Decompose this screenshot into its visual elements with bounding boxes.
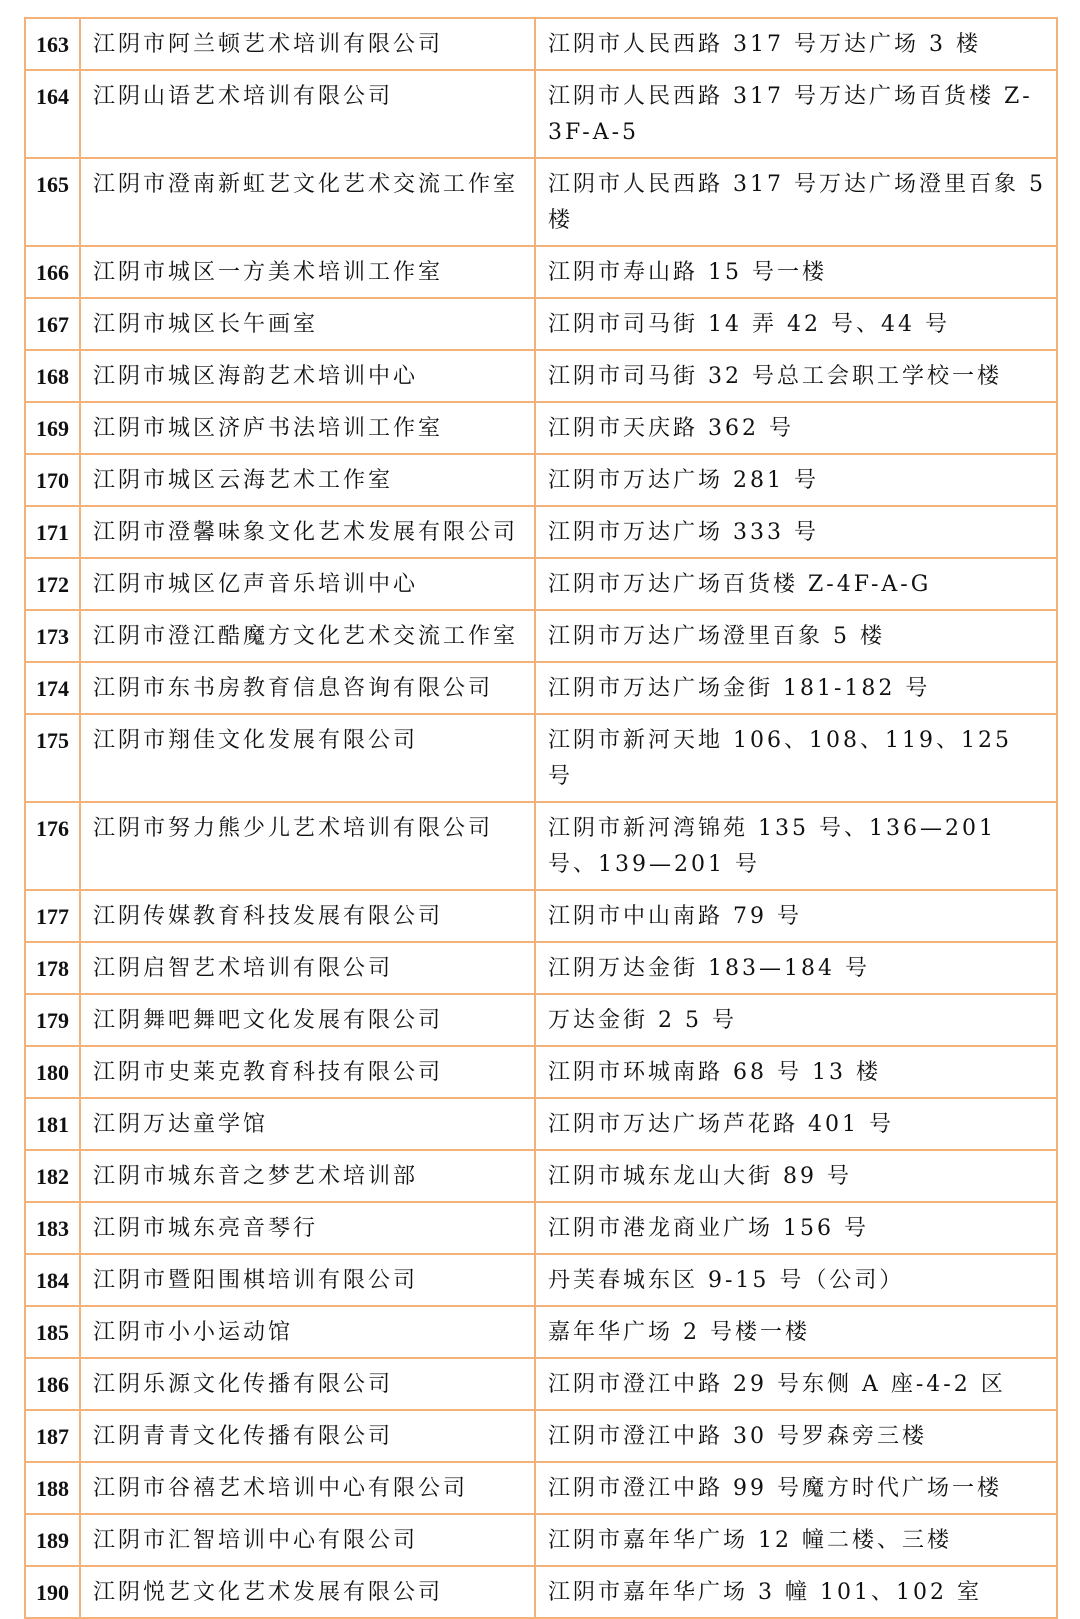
institution-name: 江阴市城区济庐书法培训工作室	[80, 402, 535, 454]
institution-name: 江阴市城区一方美术培训工作室	[80, 246, 535, 298]
table-row	[25, 70, 1057, 158]
row-number: 183	[25, 1202, 80, 1254]
row-number: 181	[25, 1098, 80, 1150]
row-number: 165	[25, 158, 80, 246]
row-number: 169	[25, 402, 80, 454]
institution-address: 江阴市港龙商业广场 156 号	[535, 1202, 1057, 1254]
institution-name: 江阴悦艺文化艺术发展有限公司	[80, 1566, 535, 1618]
row-number: 187	[25, 1410, 80, 1462]
table-row	[25, 18, 1057, 70]
row-number: 171	[25, 506, 80, 558]
institution-address: 江阴市万达广场 281 号	[535, 454, 1057, 506]
institution-name: 江阴市翔佳文化发展有限公司	[80, 714, 535, 802]
row-number: 170	[25, 454, 80, 506]
institution-name: 江阴市谷禧艺术培训中心有限公司	[80, 1462, 535, 1514]
institution-address: 江阴市司马街 32 号总工会职工学校一楼	[535, 350, 1057, 402]
institution-name: 江阴青青文化传播有限公司	[80, 1410, 535, 1462]
row-number: 176	[25, 802, 80, 890]
institution-address: 江阴市城东龙山大街 89 号	[535, 1150, 1057, 1202]
row-number: 166	[25, 246, 80, 298]
table-row	[25, 558, 1057, 610]
institution-name: 江阴市澄馨味象文化艺术发展有限公司	[80, 506, 535, 558]
institution-name: 江阴市史莱克教育科技有限公司	[80, 1046, 535, 1098]
row-number: 163	[25, 18, 80, 70]
institution-address: 江阴万达金街 183—184 号	[535, 942, 1057, 994]
table-row	[25, 1462, 1057, 1514]
table-row	[25, 1202, 1057, 1254]
institution-name: 江阴舞吧舞吧文化发展有限公司	[80, 994, 535, 1046]
table-row	[25, 246, 1057, 298]
institution-name: 江阴市城区云海艺术工作室	[80, 454, 535, 506]
table-row	[25, 350, 1057, 402]
institution-address: 江阴市天庆路 362 号	[535, 402, 1057, 454]
institution-name: 江阴乐源文化传播有限公司	[80, 1358, 535, 1410]
table-row	[25, 890, 1057, 942]
institution-address: 江阴市万达广场 333 号	[535, 506, 1057, 558]
row-number: 172	[25, 558, 80, 610]
institution-table	[24, 17, 1058, 1619]
table-row	[25, 714, 1057, 802]
table-row	[25, 506, 1057, 558]
institution-name: 江阴市努力熊少儿艺术培训有限公司	[80, 802, 535, 890]
row-number: 184	[25, 1254, 80, 1306]
row-number: 186	[25, 1358, 80, 1410]
table-row	[25, 454, 1057, 506]
table-row	[25, 1098, 1057, 1150]
institution-address: 江阴市嘉年华广场 12 幢二楼、三楼	[535, 1514, 1057, 1566]
institution-name: 江阴市阿兰顿艺术培训有限公司	[80, 18, 535, 70]
table-row	[25, 402, 1057, 454]
row-number: 168	[25, 350, 80, 402]
row-number: 177	[25, 890, 80, 942]
table-row	[25, 1358, 1057, 1410]
institution-address: 江阴市澄江中路 99 号魔方时代广场一楼	[535, 1462, 1057, 1514]
row-number: 179	[25, 994, 80, 1046]
institution-address: 江阴市新河天地 106、108、119、125 号	[535, 714, 1057, 802]
institution-name: 江阴市城东音之梦艺术培训部	[80, 1150, 535, 1202]
row-number: 185	[25, 1306, 80, 1358]
institution-address: 江阴市中山南路 79 号	[535, 890, 1057, 942]
institution-address: 万达金街 2 5 号	[535, 994, 1057, 1046]
institution-address: 江阴市寿山路 15 号一楼	[535, 246, 1057, 298]
table-row	[25, 158, 1057, 246]
table-row	[25, 1150, 1057, 1202]
institution-name: 江阴万达童学馆	[80, 1098, 535, 1150]
table-row	[25, 942, 1057, 994]
institution-address: 江阴市万达广场芦花路 401 号	[535, 1098, 1057, 1150]
table-row	[25, 1566, 1057, 1618]
table-body	[25, 18, 1057, 1618]
table-row	[25, 1254, 1057, 1306]
institution-address: 江阴市新河湾锦苑 135 号、136—201 号、139—201 号	[535, 802, 1057, 890]
table-row	[25, 610, 1057, 662]
institution-address: 江阴市人民西路 317 号万达广场澄里百象 5 楼	[535, 158, 1057, 246]
institution-address: 丹芙春城东区 9-15 号（公司）	[535, 1254, 1057, 1306]
institution-name: 江阴市东书房教育信息咨询有限公司	[80, 662, 535, 714]
institution-name: 江阴启智艺术培训有限公司	[80, 942, 535, 994]
institution-name: 江阴市澄江酷魔方文化艺术交流工作室	[80, 610, 535, 662]
institution-address: 江阴市人民西路 317 号万达广场 3 楼	[535, 18, 1057, 70]
institution-name: 江阴市城区海韵艺术培训中心	[80, 350, 535, 402]
institution-address: 江阴市万达广场金街 181-182 号	[535, 662, 1057, 714]
row-number: 164	[25, 70, 80, 158]
institution-address: 江阴市司马街 14 弄 42 号、44 号	[535, 298, 1057, 350]
institution-address: 江阴市澄江中路 29 号东侧 A 座-4-2 区	[535, 1358, 1057, 1410]
institution-name: 江阴市城区长午画室	[80, 298, 535, 350]
row-number: 189	[25, 1514, 80, 1566]
row-number: 182	[25, 1150, 80, 1202]
institution-name: 江阴山语艺术培训有限公司	[80, 70, 535, 158]
institution-address: 嘉年华广场 2 号楼一楼	[535, 1306, 1057, 1358]
row-number: 167	[25, 298, 80, 350]
institution-name: 江阴传媒教育科技发展有限公司	[80, 890, 535, 942]
row-number: 180	[25, 1046, 80, 1098]
row-number: 188	[25, 1462, 80, 1514]
institution-name: 江阴市城东亮音琴行	[80, 1202, 535, 1254]
table-row	[25, 1046, 1057, 1098]
institution-name: 江阴市城区亿声音乐培训中心	[80, 558, 535, 610]
institution-address: 江阴市万达广场澄里百象 5 楼	[535, 610, 1057, 662]
table-row	[25, 994, 1057, 1046]
row-number: 190	[25, 1566, 80, 1618]
table-row	[25, 662, 1057, 714]
institution-address: 江阴市人民西路 317 号万达广场百货楼 Z-3F-A-5	[535, 70, 1057, 158]
row-number: 175	[25, 714, 80, 802]
institution-name: 江阴市暨阳围棋培训有限公司	[80, 1254, 535, 1306]
institution-name: 江阴市汇智培训中心有限公司	[80, 1514, 535, 1566]
table-row	[25, 298, 1057, 350]
institution-name: 江阴市小小运动馆	[80, 1306, 535, 1358]
institution-name: 江阴市澄南新虹艺文化艺术交流工作室	[80, 158, 535, 246]
table-row	[25, 1514, 1057, 1566]
institution-address: 江阴市环城南路 68 号 13 楼	[535, 1046, 1057, 1098]
table-row	[25, 1306, 1057, 1358]
row-number: 174	[25, 662, 80, 714]
institution-address: 江阴市澄江中路 30 号罗森旁三楼	[535, 1410, 1057, 1462]
table-row	[25, 1410, 1057, 1462]
institution-address: 江阴市嘉年华广场 3 幢 101、102 室	[535, 1566, 1057, 1618]
row-number: 173	[25, 610, 80, 662]
table-row	[25, 802, 1057, 890]
row-number: 178	[25, 942, 80, 994]
institution-address: 江阴市万达广场百货楼 Z-4F-A-G	[535, 558, 1057, 610]
